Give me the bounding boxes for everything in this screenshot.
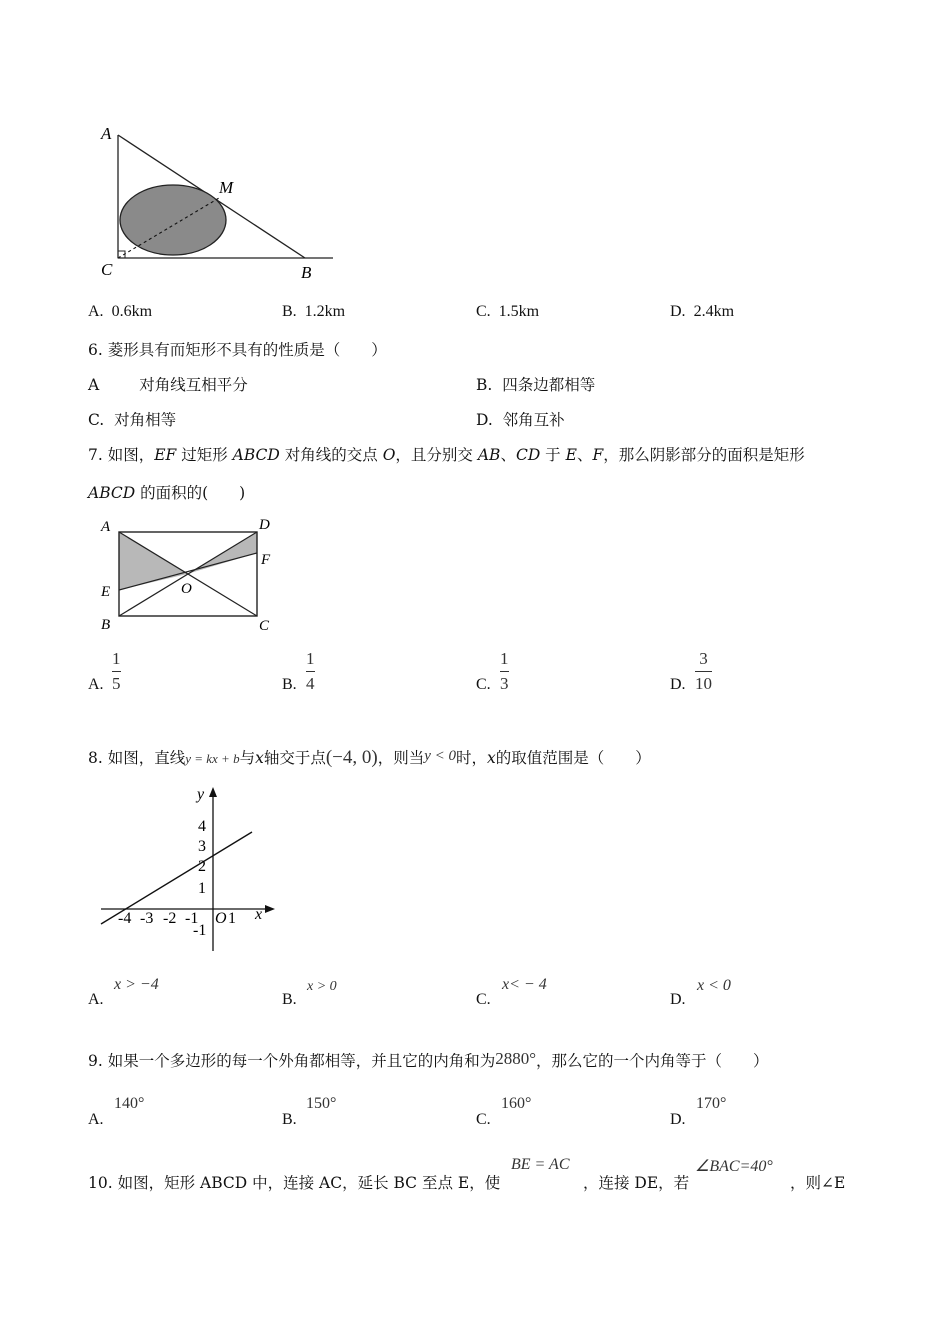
q5-option-c[interactable]	[476, 303, 539, 321]
stem-text: 的取值范围是（ ）	[495, 749, 651, 767]
q9-option-a-text: 140°	[114, 1095, 145, 1112]
stem-var: AB	[477, 446, 501, 464]
q5-option-b[interactable]	[282, 303, 345, 321]
q7-stem-line2	[88, 481, 245, 503]
q8-option-c-text: x< − 4	[502, 976, 547, 993]
stem-text: 与	[239, 749, 256, 767]
numerator: 1	[500, 649, 509, 668]
y-tick-2: 2	[198, 858, 206, 875]
stem-var: ABCD	[88, 484, 136, 502]
q9-option-b-letter[interactable]: B.	[282, 1111, 297, 1128]
q6-option-b[interactable]	[476, 373, 595, 395]
q8-option-b-text: x > 0	[307, 979, 337, 994]
stem-angle-sum: 2880°	[495, 1049, 537, 1068]
q7-option-c-letter[interactable]: C.	[476, 676, 491, 693]
label-F: F	[261, 552, 271, 568]
q7-option-a-fraction	[112, 649, 121, 694]
q8-option-b-letter[interactable]: B.	[282, 991, 297, 1008]
stem-text: 的面积的( )	[135, 484, 246, 502]
stem-var: O	[382, 446, 396, 464]
y-axis-label: y	[197, 786, 205, 803]
q8-option-d-text: x < 0	[697, 977, 731, 994]
stem-var: CD	[515, 446, 541, 464]
denominator: 5	[112, 674, 121, 693]
q6-stem: 6. 菱形具有而矩形不具有的性质是（ ）	[88, 341, 387, 359]
option-text: 对角相等	[114, 411, 177, 429]
q6-option-d[interactable]	[476, 408, 565, 430]
label-A: A	[101, 124, 112, 143]
label-E: E	[101, 584, 111, 600]
option-letter: B.	[476, 376, 493, 394]
q9-option-c-letter[interactable]: C.	[476, 1111, 491, 1128]
stem-point: (−4, 0)	[325, 747, 378, 768]
option-letter: C.	[88, 411, 105, 429]
fraction-bar	[500, 671, 509, 672]
stem-equation: y = kx + b	[185, 751, 240, 766]
q8-option-a-letter[interactable]: A.	[88, 991, 104, 1008]
stem-text: ，且分别交	[395, 446, 478, 464]
y-tick-neg1: -1	[193, 922, 207, 939]
option-letter: D.	[476, 411, 493, 429]
q9-stem	[88, 1049, 769, 1071]
option-letter: C.	[476, 303, 491, 320]
origin-label: O	[215, 910, 227, 927]
option-letter: B.	[282, 303, 297, 320]
q9-option-c-text: 160°	[501, 1095, 532, 1112]
q7-option-d-fraction	[695, 649, 712, 694]
q7-option-b-letter[interactable]: B.	[282, 676, 297, 693]
x-tick-neg2: -2	[163, 910, 177, 927]
label-A: A	[101, 519, 111, 535]
q7-option-a-letter[interactable]: A.	[88, 676, 104, 693]
label-B: B	[301, 263, 312, 282]
option-text: 2.4km	[693, 303, 735, 320]
figure-rectangle	[95, 512, 285, 637]
q6-option-c[interactable]	[88, 408, 176, 430]
option-text: 对角线互相平分	[139, 376, 248, 394]
q9-option-d-letter[interactable]: D.	[670, 1111, 686, 1128]
stem-var: E	[565, 446, 577, 464]
q6-option-a[interactable]	[88, 373, 248, 395]
stem-text: ，则当	[377, 749, 425, 767]
q10-stem-b: ，连接 DE，若	[583, 1174, 690, 1192]
stem-text: 于	[540, 446, 566, 464]
q9-option-a-letter[interactable]: A.	[88, 1111, 104, 1128]
q8-option-c-letter[interactable]: C.	[476, 991, 491, 1008]
q10-stem-c: ，则∠E	[790, 1174, 846, 1192]
figure-line-graph	[95, 783, 280, 955]
q5-option-a[interactable]	[88, 303, 152, 321]
numerator: 1	[112, 649, 121, 668]
label-M: M	[219, 178, 234, 197]
stem-text: 时，	[456, 749, 488, 767]
stem-text: ，那么它的一个内角等于（ ）	[536, 1052, 769, 1070]
q5-option-d[interactable]	[670, 303, 734, 321]
option-letter: A.	[88, 303, 104, 320]
y-tick-1: 1	[198, 880, 206, 897]
stem-text: 8. 如图，直线	[88, 749, 186, 767]
q8-option-d-letter[interactable]: D.	[670, 991, 686, 1008]
option-letter: D.	[670, 303, 686, 320]
stem-text: ，那么阴影部分的面积是矩形	[603, 446, 805, 464]
q8-stem	[88, 746, 651, 769]
x-axis-label: x	[255, 906, 263, 923]
denominator: 4	[306, 674, 315, 693]
q7-stem	[88, 443, 805, 465]
denominator: 10	[695, 674, 712, 693]
stem-condition: y < 0	[424, 748, 457, 764]
q10-eq-angle: ∠BAC=40°	[695, 1158, 773, 1175]
option-text: 1.2km	[304, 303, 346, 320]
q7-option-d-letter[interactable]: D.	[670, 676, 686, 693]
stem-text: 对角线的交点	[279, 446, 383, 464]
label-D: D	[259, 517, 270, 533]
y-tick-3: 3	[198, 838, 206, 855]
figure-triangle-ellipse	[95, 115, 345, 285]
q9-option-b-text: 150°	[306, 1095, 337, 1112]
label-C: C	[101, 260, 113, 279]
option-text: 1.5km	[498, 303, 540, 320]
stem-text: 7. 如图，	[88, 446, 155, 464]
option-text: 四条边都相等	[502, 376, 596, 394]
label-B: B	[101, 617, 111, 633]
stem-var: x	[255, 749, 264, 767]
stem-text: 过矩形	[176, 446, 233, 464]
x-tick-neg3: -3	[140, 910, 154, 927]
option-text: 邻角互补	[502, 411, 565, 429]
fraction-bar	[306, 671, 315, 672]
stem-var: EF	[154, 446, 177, 464]
x-tick-1: 1	[228, 910, 236, 927]
denominator: 3	[500, 674, 509, 693]
y-tick-4: 4	[198, 818, 206, 835]
q7-option-b-fraction	[306, 649, 315, 694]
option-text: 0.6km	[111, 303, 153, 320]
shaded-ellipse	[120, 185, 226, 255]
stem-var: ABCD	[232, 446, 280, 464]
q9-option-d-text: 170°	[696, 1095, 727, 1112]
stem-var: x	[487, 749, 496, 767]
x-tick-neg1: -1	[185, 910, 199, 927]
option-letter: A	[88, 376, 100, 394]
stem-text: 、	[500, 446, 516, 464]
label-O: O	[181, 581, 192, 597]
q7-option-c-fraction	[500, 649, 509, 694]
label-C: C	[259, 618, 270, 634]
stem-var: F	[592, 446, 604, 464]
q10-stem-a: 10. 如图，矩形 ABCD 中，连接 AC，延长 BC 至点 E，使	[88, 1174, 501, 1192]
fraction-bar	[695, 671, 712, 672]
x-tick-neg4: -4	[118, 910, 132, 927]
q8-option-a-text: x > −4	[114, 976, 159, 993]
stem-text: 、	[576, 446, 593, 464]
fraction-bar	[112, 671, 121, 672]
stem-text: 9. 如果一个多边形的每一个外角都相等，并且它的内角和为	[88, 1052, 496, 1070]
q10-eq-be-ac: BE = AC	[511, 1156, 570, 1173]
stem-text: 轴交于点	[263, 749, 326, 767]
numerator: 1	[306, 649, 315, 668]
numerator: 3	[699, 649, 708, 668]
